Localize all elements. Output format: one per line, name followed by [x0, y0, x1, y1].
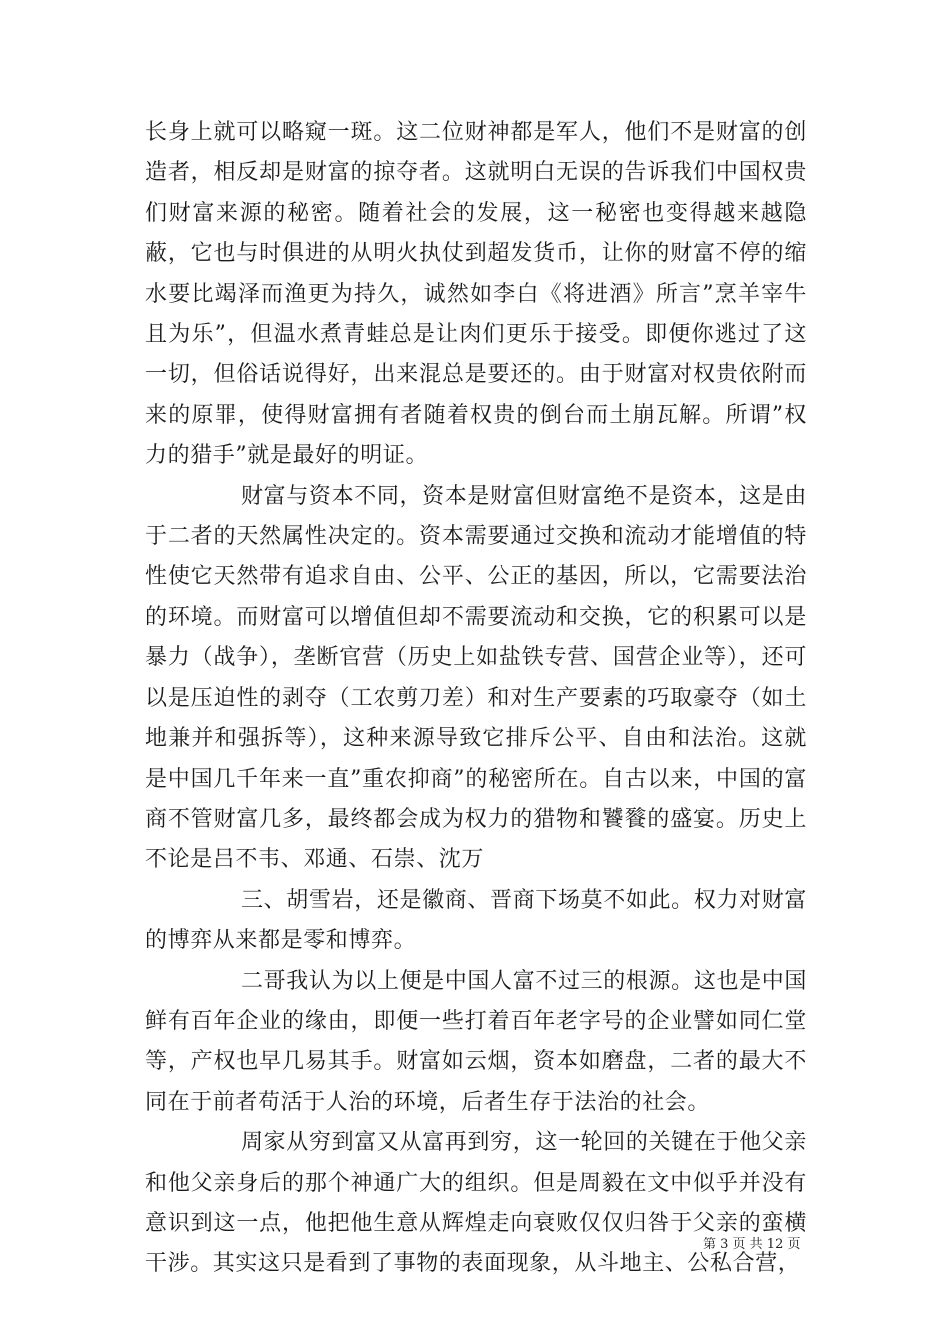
paragraph: 周家从穷到富又从富再到穷，这一轮回的关键在于他父亲和他父亲身后的那个神通广大的组织。但是周毅在文中似乎并没有意识到这一点，他把他生意从辉煌走向衰败仅仅归咎于父亲的蛮横干涉。其实这只是看到了事物的表面现象，从斗地主、公私合营， — [145, 1130, 807, 1277]
document-body — [145, 113, 807, 1285]
paragraph: 三、胡雪岩，还是徽商、晋商下场莫不如此。权力对财富的博弈从来都是零和博弈。 — [145, 887, 807, 954]
paragraph: 长身上就可以略窥一斑。这二位财神都是军人，他们不是财富的创造者，相反却是财富的掠夺者。这就明白无误的告诉我们中国权贵们财富来源的秘密。随着社会的发展，这一秘密也变得越来越隐蔽，它也与时俱进的从明火执仗到超发货币，让你的财富不停的缩水要比竭泽而渔更为持久，诚然如李白《将进酒》所言”烹羊宰牛且为乐”，但温水煮青蛙总是让肉们更乐于接受。即便你逃过了这一切，但俗话说得好，出来混总是要还的。由于财富对权贵依附而来的原罪，使得财富拥有者随着权贵的倒台而土崩瓦解。所谓”权力的猎手”就是最好的明证。 — [145, 120, 807, 469]
paragraph: 财富与资本不同，资本是财富但财富绝不是资本，这是由于二者的天然属性决定的。资本需要通过交换和流动才能增值的特性使它天然带有追求自由、公平、公正的基因，所以，它需要法治的环境。而财富可以增值但却不需要流动和交换，它的积累可以是暴力（战争），垄断官营（历史上如盐铁专营、国营企业等），还可以是压迫性的剥夺（工农剪刀差）和对生产要素的巧取豪夺（如土地兼并和强拆等），这种来源导致它排斥公平、自由和法治。这就是中国几千年来一直”重农抑商”的秘密所在。自古以来，中国的富商不管财富几多，最终都会成为权力的猎物和饕餮的盛宴。历史上不论是吕不韦、邓通、石崇、沈万 — [145, 483, 807, 873]
paragraph: 二哥我认为以上便是中国人富不过三的根源。这也是中国鲜有百年企业的缘由，即便一些打着百年老字号的企业譬如同仁堂等，产权也早几易其手。财富如云烟，资本如磨盘，二者的最大不同在于前者苟活于人治的环境，后者生存于法治的社会。 — [145, 968, 807, 1115]
page-number-footer: 第 3 页 共 12 页 — [703, 1237, 801, 1252]
